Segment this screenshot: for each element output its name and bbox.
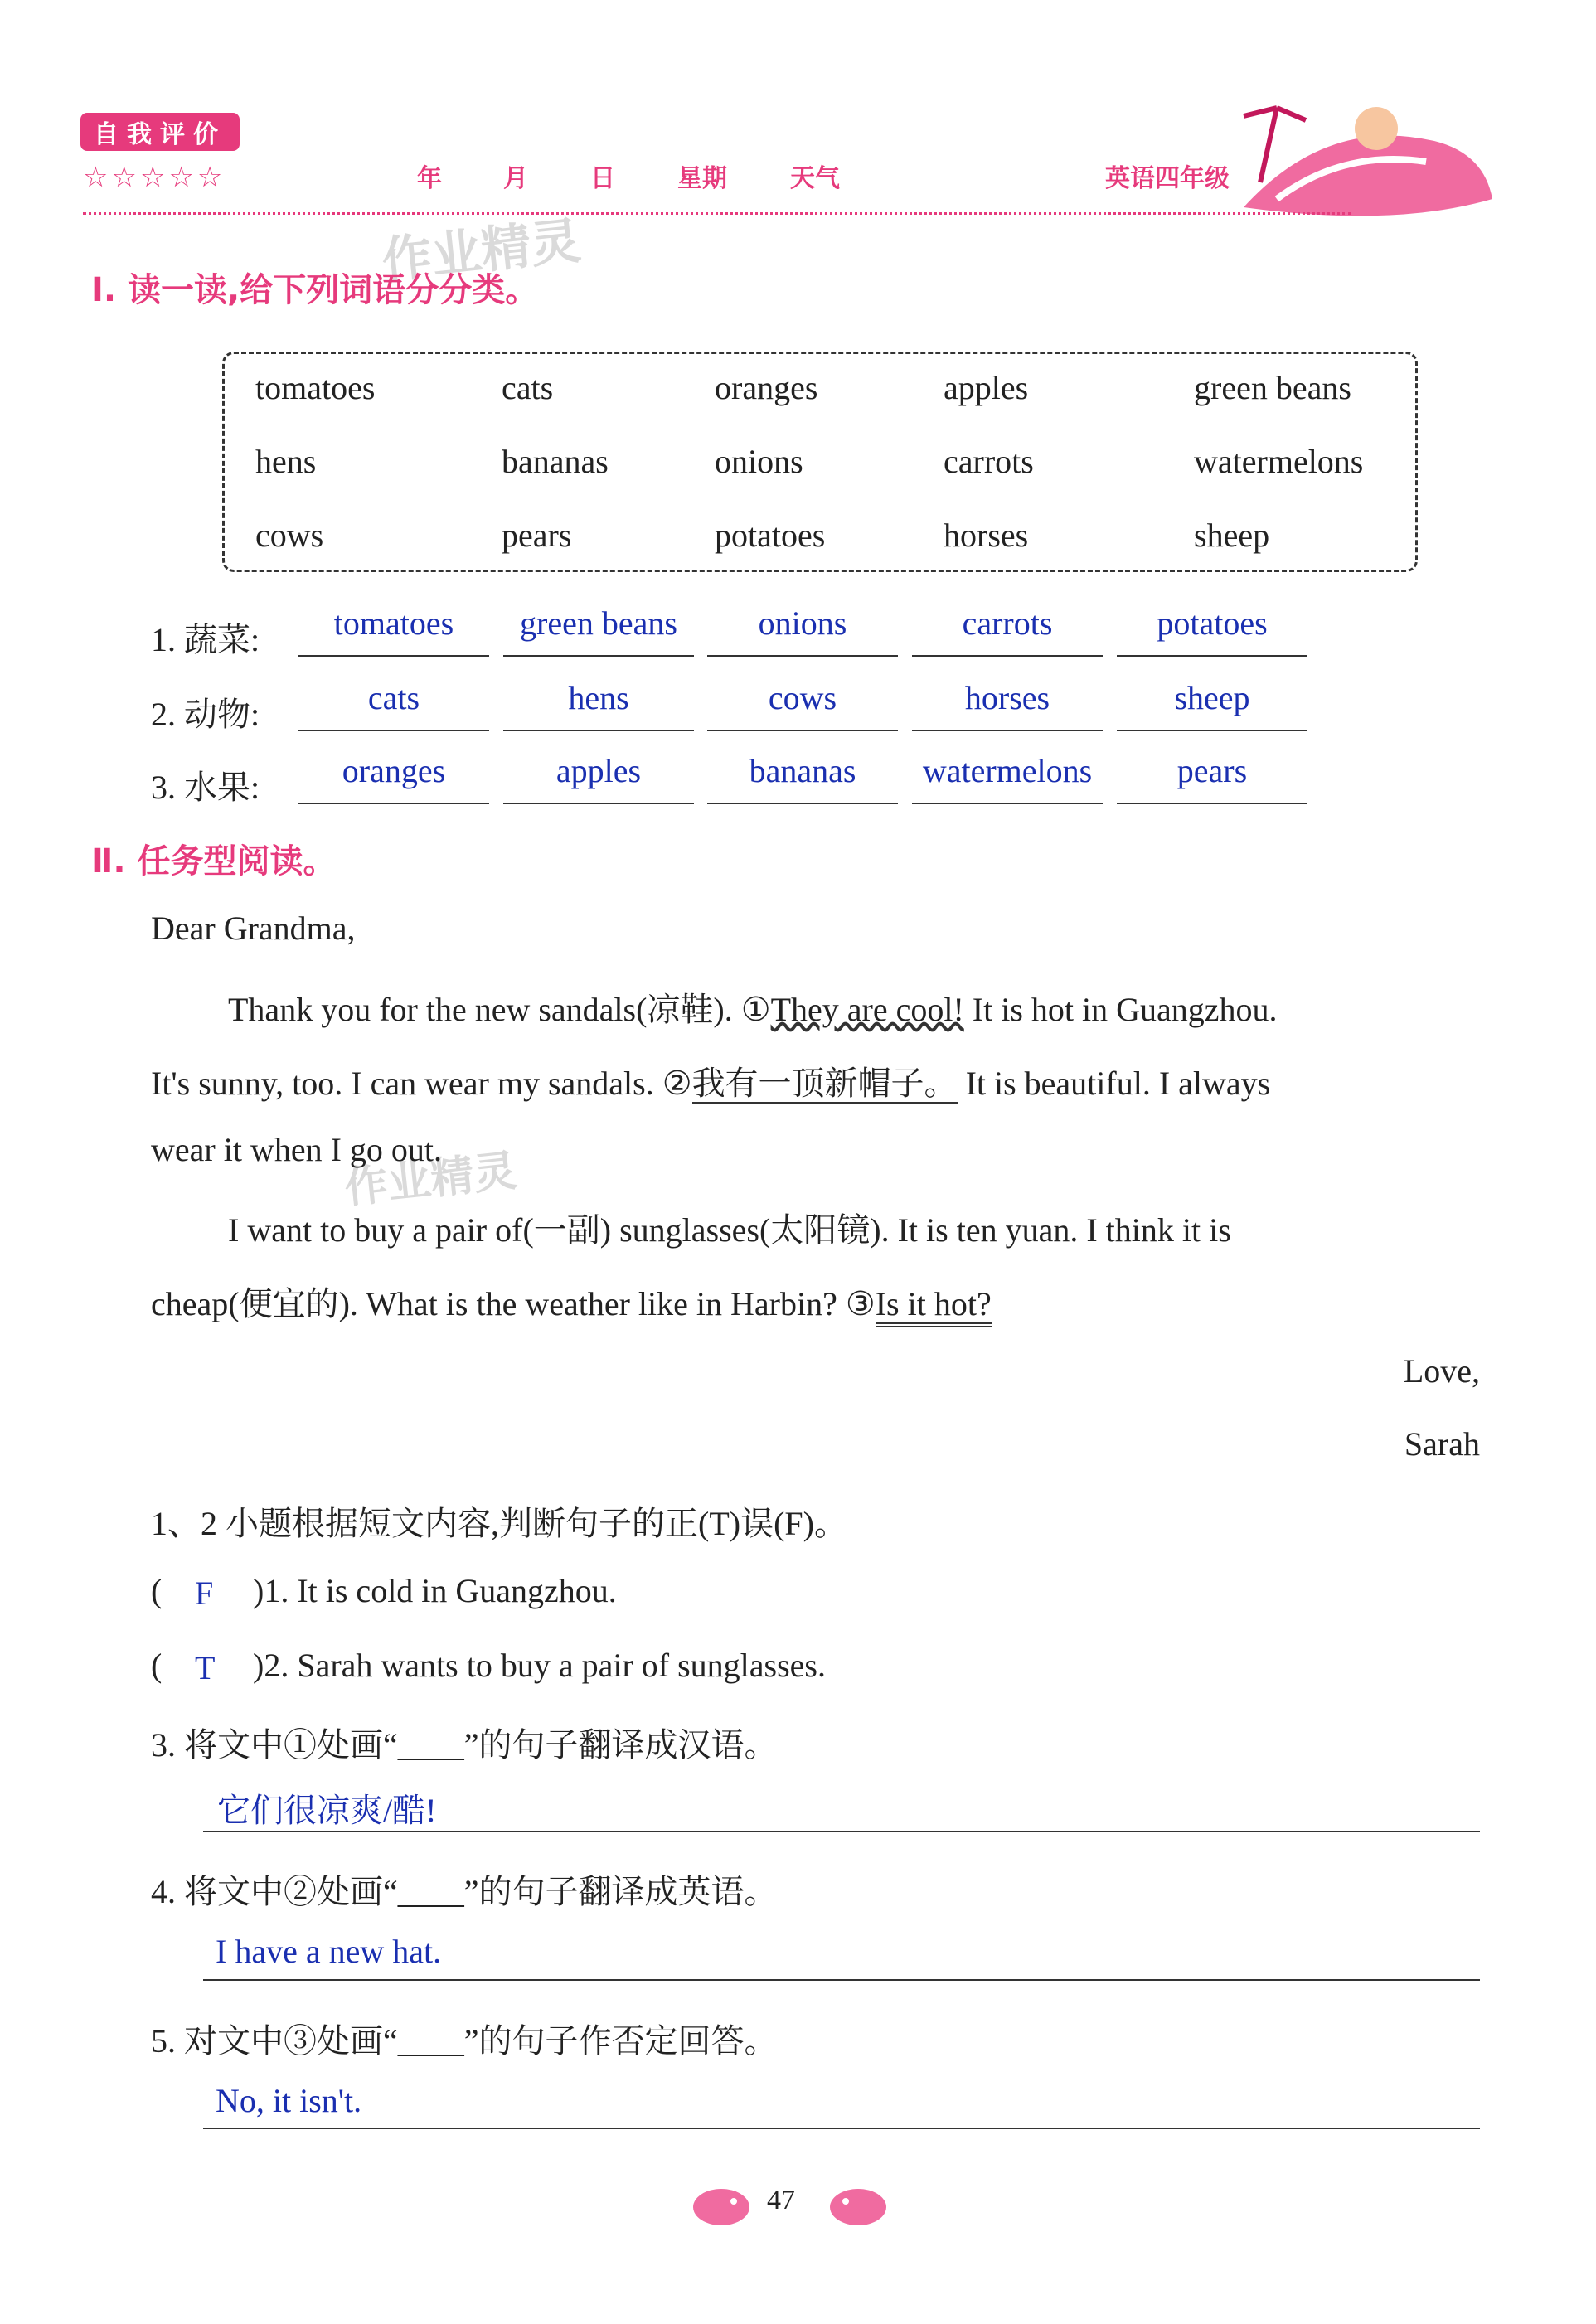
letter-line-3: wear it when I go out. xyxy=(151,1131,443,1168)
tf-instruction: 1、2 小题根据短文内容,判断句子的正(T)误(F)。 xyxy=(151,1505,847,1542)
rating-stars: ☆☆☆☆☆ xyxy=(83,161,226,194)
answer-blank xyxy=(1117,604,1307,657)
answer-5: No, it isn't. xyxy=(216,2082,362,2119)
answer-blank xyxy=(707,751,898,804)
letter-line-5 xyxy=(151,1278,992,1325)
letter-signature: Sarah xyxy=(1404,1425,1480,1463)
answer-blank xyxy=(1117,678,1307,731)
answer-text: oranges xyxy=(342,752,446,789)
word-item: pears xyxy=(502,517,572,554)
header-month: 月 xyxy=(503,164,528,193)
word-item: apples xyxy=(944,369,1029,406)
word-item: tomatoes xyxy=(255,369,376,406)
answer-blank xyxy=(298,604,489,657)
header-weather: 天气 xyxy=(790,164,840,193)
answer-blank xyxy=(912,678,1103,731)
answer-4: I have a new hat. xyxy=(216,1933,442,1970)
header-day: 日 xyxy=(590,164,615,193)
answer-line-3 xyxy=(203,1831,1480,1832)
word-item: onions xyxy=(715,443,803,480)
answer-blank xyxy=(503,678,694,731)
word-item: watermelons xyxy=(1194,443,1364,480)
answer-text: carrots xyxy=(962,604,1053,642)
self-evaluation-badge: 自我评价 xyxy=(80,113,240,151)
answer-text: apples xyxy=(555,752,642,789)
answer-3: 它们很凉爽/酷! xyxy=(217,1792,437,1829)
category-label: 1. 蔬菜: xyxy=(151,621,260,658)
line-1-start: Thank you for the new sandals(凉鞋). ① xyxy=(228,991,771,1028)
answer-text: horses xyxy=(964,679,1050,716)
header-weekday: 星期 xyxy=(677,164,727,193)
word-item: bananas xyxy=(502,443,609,480)
answer-blank xyxy=(707,604,898,657)
line-1-end: It is hot in Guangzhou. xyxy=(963,991,1278,1028)
answer-text: sheep xyxy=(1174,679,1250,716)
line-2-start: It's sunny, too. I can wear my sandals. ② xyxy=(151,1065,692,1102)
letter-line-2 xyxy=(151,1057,1270,1104)
answer-text: green beans xyxy=(520,604,677,642)
bird-left-icon xyxy=(688,2181,754,2230)
tf-answer-2: T xyxy=(195,1649,216,1686)
answer-blank xyxy=(503,604,694,657)
watermark-top: 作业精灵 xyxy=(379,211,584,291)
answer-blank xyxy=(707,678,898,731)
word-item: green beans xyxy=(1194,369,1351,406)
word-item: cows xyxy=(255,517,324,554)
answer-line-4 xyxy=(203,1979,1480,1981)
letter-line-1 xyxy=(228,983,1278,1031)
category-label: 3. 水果: xyxy=(151,769,260,806)
bird-right-icon xyxy=(825,2181,891,2230)
tf-question-2: ( xyxy=(151,1647,163,1684)
letter-greeting: Dear Grandma, xyxy=(151,910,356,947)
word-item: cats xyxy=(502,369,554,406)
word-item: horses xyxy=(944,517,1029,554)
tf-text-2: )2. Sarah wants to buy a pair of sunglasses. xyxy=(253,1647,826,1684)
word-item: hens xyxy=(255,443,317,480)
word-item: carrots xyxy=(944,443,1034,480)
answer-blank xyxy=(912,604,1103,657)
answer-text: tomatoes xyxy=(333,604,454,642)
answer-line-5 xyxy=(203,2128,1480,2129)
word-item: oranges xyxy=(715,369,818,406)
page-number: 47 xyxy=(767,2185,795,2215)
underlined-sentence: 我有一顶新帽子。 xyxy=(691,1065,958,1102)
answer-blank xyxy=(1117,751,1307,804)
answer-text: hens xyxy=(568,679,629,716)
answer-text: pears xyxy=(1176,752,1248,789)
section-1-title: Ⅰ. 读一读,给下列词语分分类。 xyxy=(91,271,539,309)
answer-blank xyxy=(298,678,489,731)
answer-blank xyxy=(298,751,489,804)
answer-text: bananas xyxy=(749,752,856,789)
answer-text: onions xyxy=(758,604,847,642)
header-grade: 英语四年级 xyxy=(1105,164,1230,193)
answer-text: potatoes xyxy=(1157,604,1268,642)
answer-blank xyxy=(912,751,1103,804)
question-5: 5. 对文中③处画“____”的句子作否定回答。 xyxy=(151,2022,778,2060)
word-item: potatoes xyxy=(715,517,826,554)
tf-answer-1: F xyxy=(195,1574,214,1612)
header-divider xyxy=(83,212,1351,215)
header-year: 年 xyxy=(417,164,442,193)
surfer-illustration xyxy=(1227,83,1501,232)
line-5-start: cheap(便宜的). What is the weather like in Harbin? ③ xyxy=(151,1285,876,1322)
question-3: 3. 将文中①处画“____”的句子翻译成汉语。 xyxy=(151,1726,778,1764)
letter-closing: Love, xyxy=(1403,1352,1480,1390)
watermark-middle: 作业精灵 xyxy=(342,1146,520,1214)
question-4: 4. 将文中②处画“____”的句子翻译成英语。 xyxy=(151,1873,778,1910)
line-2-end: It is beautiful. I always xyxy=(957,1065,1271,1102)
section-2-title: Ⅱ. 任务型阅读。 xyxy=(91,842,337,881)
answer-text: cows xyxy=(768,679,837,716)
answer-blank xyxy=(503,751,694,804)
category-label: 2. 动物: xyxy=(151,696,260,733)
word-item: sheep xyxy=(1194,517,1270,554)
tf-question-1: ( xyxy=(151,1572,163,1609)
answer-text: watermelons xyxy=(922,752,1093,789)
tf-text-1: )1. It is cold in Guangzhou. xyxy=(253,1572,617,1609)
double-underlined-sentence: Is it hot? xyxy=(876,1285,992,1327)
wavy-underlined-sentence: They are cool! xyxy=(770,991,964,1028)
answer-text: cats xyxy=(367,679,420,716)
letter-line-4: I want to buy a pair of(一副) sunglasses(太阳镜). It is ten yuan. I think it is xyxy=(228,1211,1231,1249)
